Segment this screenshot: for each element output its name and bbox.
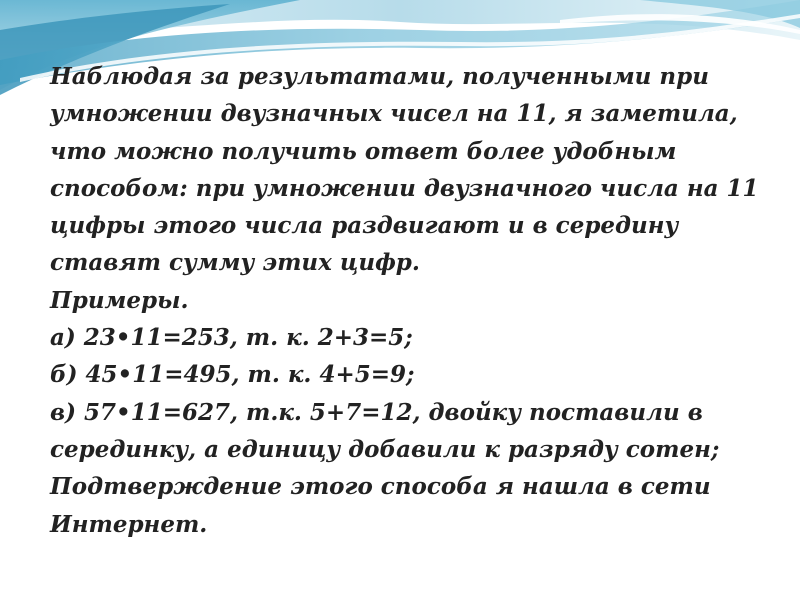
example-c-line-1: в) 57•11=627, т.к. 5+7=12, двойку поставили в <box>50 398 703 426</box>
text-line-5: цифры этого числа раздвигают и в середину <box>50 212 679 240</box>
example-b: б) 45•11=495, т. к. 4+5=9; <box>50 361 415 389</box>
text-line-2: умножении двузначных чисел на 11, я заметила, <box>50 100 738 128</box>
examples-heading: Примеры. <box>50 286 189 314</box>
example-a: а) 23•11=253, т. к. 2+3=5; <box>50 324 413 352</box>
conclusion-line-2: Интернет. <box>50 510 208 538</box>
text-line-4: способом: при умножении двузначного числа на 11 <box>50 174 759 202</box>
slide-body-text <box>50 58 770 543</box>
text-line-1: Наблюдая за результатами, полученными при <box>50 63 709 90</box>
text-line-6: ставят сумму этих цифр. <box>50 249 420 277</box>
conclusion-line-1: Подтверждение этого способа я нашла в сети <box>50 473 711 501</box>
text-line-3: что можно получить ответ более удобным <box>50 137 677 165</box>
example-c-line-2: серединку, а единицу добавили к разряду сотен; <box>50 435 720 463</box>
